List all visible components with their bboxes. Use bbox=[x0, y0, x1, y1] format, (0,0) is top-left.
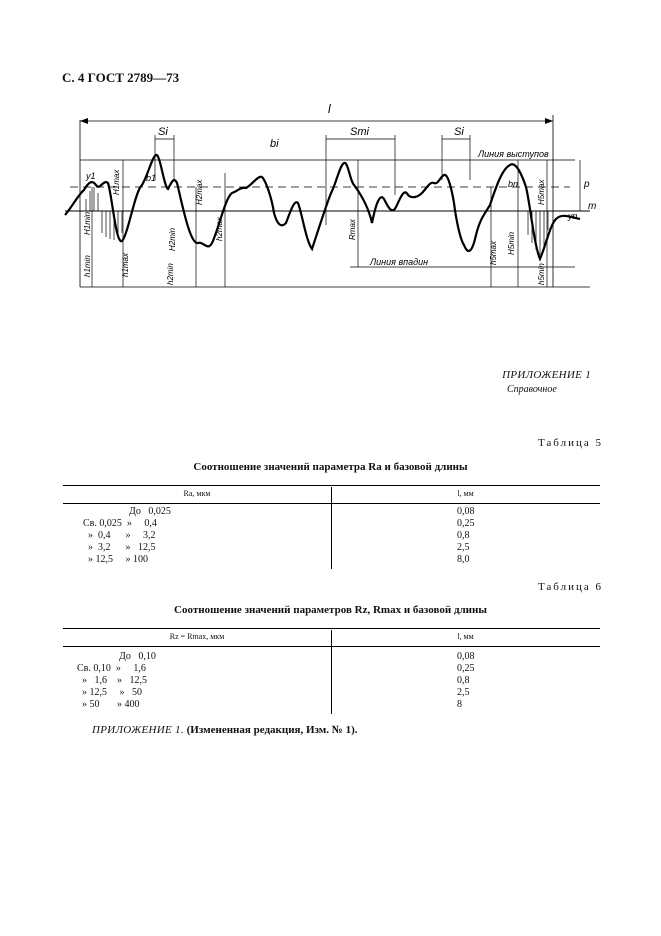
svg-text:h5min: h5min bbox=[537, 263, 546, 285]
amendment-note-text: (Измененная редакция, Изм. № 1). bbox=[186, 724, 358, 736]
svg-text:bn: bn bbox=[508, 179, 519, 189]
table-row: » 12,5 » 100 8,0 bbox=[83, 554, 470, 565]
table5-number: Таблица 5 bbox=[537, 437, 603, 449]
svg-text:yn: yn bbox=[568, 211, 578, 221]
table-row: » 1,6 » 12,5 0,8 bbox=[77, 675, 470, 686]
table-row: » 0,4 » 3,2 0,8 bbox=[83, 530, 470, 541]
label-l: l bbox=[328, 102, 331, 116]
svg-text:H1min: H1min bbox=[83, 211, 92, 235]
svg-text:Rmax: Rmax bbox=[348, 219, 357, 240]
svg-text:p: p bbox=[584, 179, 590, 190]
svg-text:h1max: h1max bbox=[121, 252, 130, 277]
svg-text:Линия выступов: Линия выступов bbox=[478, 149, 549, 159]
table-row: До 0,10 0,08 bbox=[119, 651, 475, 662]
table-row: » 12,5 » 50 2,5 bbox=[77, 687, 470, 698]
table6-col2-header: l, мм bbox=[457, 632, 474, 641]
table6-number: Таблица 6 bbox=[537, 581, 603, 593]
svg-text:H2max: H2max bbox=[195, 179, 204, 205]
svg-text:Линия впадин: Линия впадин bbox=[370, 257, 429, 267]
table5-col1-header: Ra, мкм bbox=[183, 489, 211, 498]
svg-text:H1max: H1max bbox=[112, 169, 121, 195]
appendix-title: ПРИЛОЖЕНИЕ 1 bbox=[502, 369, 591, 381]
svg-text:H5min: H5min bbox=[507, 231, 516, 255]
table-row: Св. 0,025 » 0,4 0,25 bbox=[83, 518, 475, 529]
svg-text:h5max: h5max bbox=[489, 240, 498, 265]
svg-text:h2max: h2max bbox=[215, 216, 224, 241]
svg-text:Si: Si bbox=[158, 126, 168, 138]
amendment-note bbox=[92, 724, 358, 736]
svg-text:h2min: h2min bbox=[166, 263, 175, 285]
table-row: » 3,2 » 12,5 2,5 bbox=[83, 542, 470, 553]
svg-text:m: m bbox=[588, 201, 597, 212]
svg-text:H5max: H5max bbox=[537, 179, 546, 205]
page-header: С. 4 ГОСТ 2789—73 bbox=[62, 70, 180, 85]
table-row: Св. 0,10 » 1,6 0,25 bbox=[77, 663, 475, 674]
svg-text:bi: bi bbox=[270, 138, 279, 150]
table5-caption: Соотношение значений параметра Ra и базовой длины bbox=[193, 461, 468, 473]
svg-text:Smi: Smi bbox=[350, 126, 369, 138]
amendment-note-appendix: ПРИЛОЖЕНИЕ 1. bbox=[92, 724, 184, 736]
table-row: » 50 » 400 8 bbox=[77, 699, 462, 710]
appendix-subtitle: Справочное bbox=[507, 384, 557, 395]
table6-col1-header: Rz = Rmax, мкм bbox=[169, 632, 225, 641]
table6 bbox=[63, 628, 600, 711]
svg-text:H2min: H2min bbox=[168, 227, 177, 251]
table-row: До 0,025 0,08 bbox=[129, 506, 475, 517]
table5 bbox=[63, 485, 600, 566]
table6-caption: Соотношение значений параметров Rz, Rmax и базовой длины bbox=[174, 604, 487, 616]
profile-curve bbox=[65, 155, 580, 259]
table5-col2-header: l, мм bbox=[457, 489, 474, 498]
svg-text:b1: b1 bbox=[146, 173, 157, 183]
surface-profile-diagram bbox=[50, 95, 630, 305]
svg-text:y1: y1 bbox=[86, 171, 96, 181]
svg-text:Si: Si bbox=[454, 126, 464, 138]
svg-text:h1min: h1min bbox=[83, 255, 92, 277]
